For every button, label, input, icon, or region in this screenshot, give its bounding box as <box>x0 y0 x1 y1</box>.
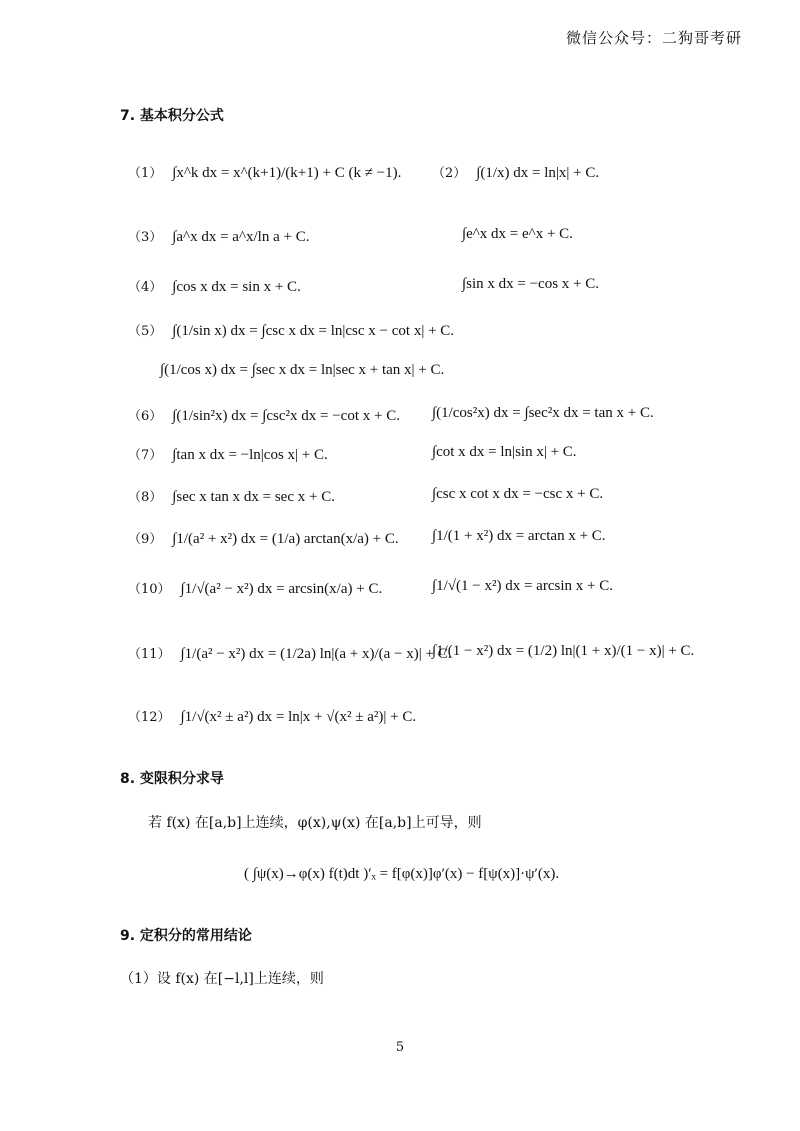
formula-text: ∫(1/cos²x) dx = ∫sec²x dx = tan x + C. <box>432 405 654 421</box>
formula-text: ∫cot x dx = ln|sin x| + C. <box>432 444 577 460</box>
formula-number: （2） <box>432 166 467 181</box>
formula-number: （7） <box>128 448 163 463</box>
formula-number: （4） <box>128 280 163 295</box>
formula-text: ∫1/(a² + x²) dx = (1/a) arctan(x/a) + C. <box>172 531 399 547</box>
section-9-title: 9. 定积分的常用结论 <box>120 928 252 944</box>
formula-10b <box>432 578 613 595</box>
formula-text: ∫1/√(a² − x²) dx = arcsin(x/a) + C. <box>180 581 383 597</box>
formula-3 <box>128 226 309 246</box>
formula-text: ∫1/(1 − x²) dx = (1/2) ln|(1 + x)/(1 − x)| + C. <box>432 643 695 659</box>
formula-text: ∫1/√(x² ± a²) dx = ln|x + √(x² ± a²)| + C. <box>180 709 417 725</box>
formula-text: ∫e^x dx = e^x + C. <box>462 226 573 242</box>
section-7-title: 7. 基本积分公式 <box>120 108 224 124</box>
page-header: 微信公众号：二狗哥考研 <box>565 29 742 47</box>
formula-text: ∫(1/x) dx = ln|x| + C. <box>476 165 600 181</box>
formula-number: （10） <box>128 582 171 597</box>
formula-7 <box>128 444 328 464</box>
section-8-formula: ( ∫ψ(x)→φ(x) f(t)dt )′ₓ = f[φ(x)]φ′(x) − f[ψ(x)]·ψ′(x). <box>244 866 560 882</box>
formula-number: （9） <box>128 532 163 547</box>
formula-text: ∫1/(1 + x²) dx = arctan x + C. <box>432 528 606 544</box>
formula-1 <box>128 162 401 182</box>
formula-text: ∫1/(a² − x²) dx = (1/2a) ln|(a + x)/(a − x)| + C. <box>180 646 452 662</box>
formula-6b <box>432 405 654 422</box>
formula-9 <box>128 528 399 548</box>
formula-text: ∫sec x tan x dx = sec x + C. <box>172 489 335 505</box>
formula-text: ∫csc x cot x dx = −csc x + C. <box>432 486 604 502</box>
formula-number: （8） <box>128 490 163 505</box>
formula-number: （11） <box>128 647 171 662</box>
section-9-paragraph: （1）设 f(x) 在[−l,l]上连续，则 <box>120 971 324 987</box>
formula-text: ∫a^x dx = a^x/ln a + C. <box>172 229 310 245</box>
formula-11b <box>432 643 694 660</box>
section-8-paragraph: 若 f(x) 在[a,b]上连续，φ(x),ψ(x) 在[a,b]上可导，则 <box>148 815 482 831</box>
formula-text: ∫cos x dx = sin x + C. <box>172 279 301 295</box>
formula-7b <box>432 444 577 461</box>
formula-text: ∫x^k dx = x^(k+1)/(k+1) + C (k ≠ −1). <box>172 165 402 181</box>
formula-text: ∫1/√(1 − x²) dx = arcsin x + C. <box>432 578 613 594</box>
formula-2 <box>432 162 599 182</box>
formula-number: （12） <box>128 710 171 725</box>
formula-number: （3） <box>128 230 163 245</box>
formula-text: ∫sin x dx = −cos x + C. <box>462 276 599 292</box>
formula-text: ∫(1/sin²x) dx = ∫csc²x dx = −cot x + C. <box>172 408 400 424</box>
formula-8b <box>432 486 603 503</box>
formula-11 <box>128 643 451 663</box>
formula-4 <box>128 276 301 296</box>
formula-text: ∫(1/cos x) dx = ∫sec x dx = ln|sec x + tan x| + C. <box>160 362 445 378</box>
formula-text: ∫tan x dx = −ln|cos x| + C. <box>172 447 328 463</box>
formula-5 <box>128 320 454 340</box>
formula-text: ∫(1/sin x) dx = ∫csc x dx = ln|csc x − cot x| + C. <box>172 323 455 339</box>
formula-5b <box>160 362 444 379</box>
formula-4b <box>462 276 599 293</box>
formula-6 <box>128 405 400 425</box>
formula-8 <box>128 486 335 506</box>
formula-number: （1） <box>128 166 163 181</box>
page-number: 5 <box>395 1040 405 1055</box>
formula-9b <box>432 528 606 545</box>
formula-number: （5） <box>128 324 163 339</box>
formula-12 <box>128 706 416 726</box>
formula-3b <box>462 226 573 243</box>
section-8-title: 8. 变限积分求导 <box>120 771 224 787</box>
formula-10 <box>128 578 382 598</box>
formula-number: （6） <box>128 409 163 424</box>
